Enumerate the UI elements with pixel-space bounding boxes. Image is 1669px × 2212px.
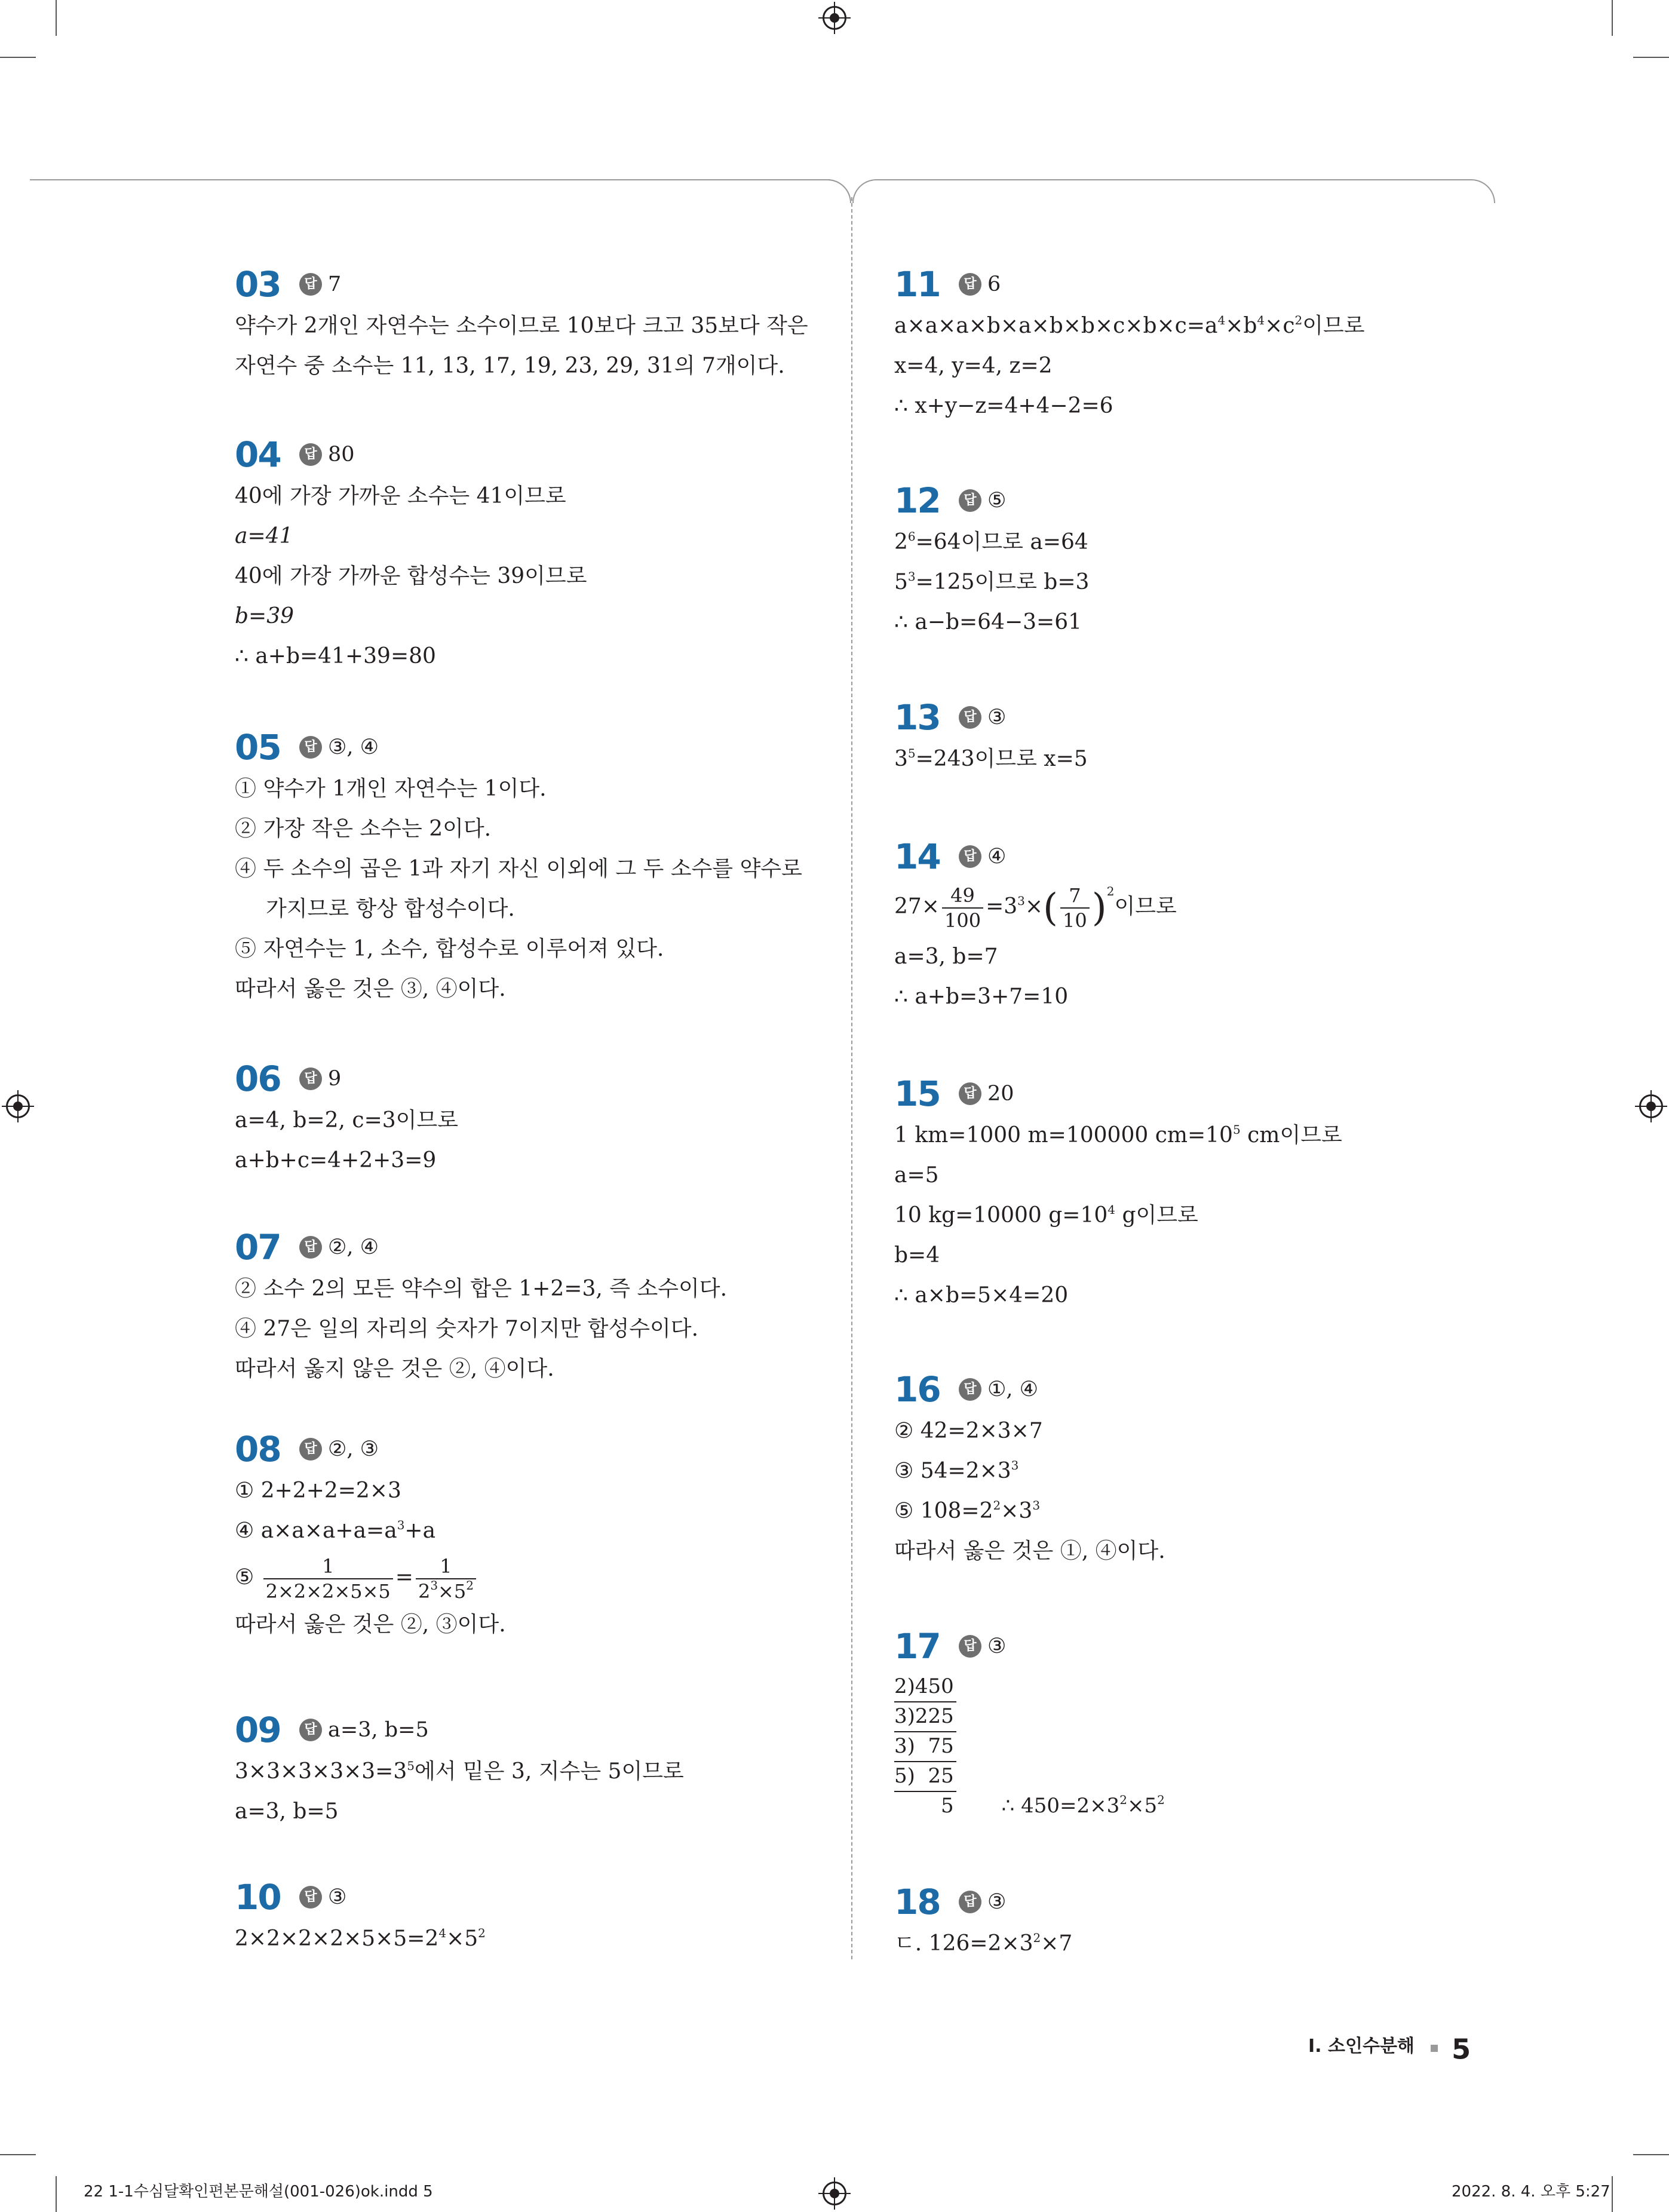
solution-line: ⑤ 자연수는 1, 소수, 합성수로 이루어져 있다. <box>235 937 664 961</box>
solution-line: ② 42=2×3×7 <box>894 1419 1043 1443</box>
problem-number: 10 <box>235 1877 281 1918</box>
solution-line: 따라서 옳은 것은 ①, ④이다. <box>894 1539 1165 1563</box>
problem-number: 14 <box>894 836 940 877</box>
solution-line: ∴ a−b=64−3=61 <box>894 610 1082 634</box>
frame-curve-left <box>827 179 851 203</box>
solution-line: ⑤ $108=2^2\times 3^3$ <box>894 1498 1041 1523</box>
answer-badge-icon: 답 <box>959 706 981 729</box>
solution-line: ㄷ. $126=2\times 3^2\times 7$ <box>894 1931 1073 1956</box>
solution-line: $3\times 3\times 3\times 3\times 3=3^5$에서 밑은 3, 지수는 5이므로 <box>235 1759 684 1784</box>
solution-line: ② 가장 작은 소수는 2이다. <box>235 817 492 841</box>
solution-line: 약수가 2개인 자연수는 소수이므로 10보다 크고 35보다 작은 <box>235 314 808 338</box>
problem-number: 08 <box>235 1429 281 1469</box>
solution-line: 27× $\frac{49}{100}$ $=3^3\times$( $\frac{7}{10}$ )$^2$이므로 <box>894 884 1177 932</box>
file-slug: 22 1-1수심달확인편본문해설(001-026)ok.indd 5 <box>84 2183 433 2201</box>
answer-badge-icon: 답 <box>959 845 981 868</box>
solution-line: x=4, y=4, z=2 <box>894 354 1053 378</box>
solution-line: ∴ x+y−z=4+4−2=6 <box>894 394 1113 418</box>
registration-mark-icon <box>823 6 846 30</box>
solution-line: ① 약수가 1개인 자연수는 1이다. <box>235 777 547 801</box>
answer: ③ <box>987 1890 1007 1914</box>
answer-badge-icon: 답 <box>959 1891 981 1913</box>
answer: ③ <box>987 1634 1007 1658</box>
frame-curve-end <box>1471 179 1495 203</box>
solution-line: $a\times a\times a\times b\times a\times b\times b\times c\times b\times c=a^4\times b^4\times c^2$이므로 <box>894 313 1365 338</box>
answer: 9 <box>328 1067 342 1091</box>
solution-line: b=39 <box>235 604 294 628</box>
problem-number: 18 <box>894 1882 940 1922</box>
solution-10 <box>235 1876 486 1959</box>
answer: ④ <box>987 845 1007 869</box>
answer: ⑤ <box>987 489 1007 513</box>
solution-line: a=4, b=2, c=3이므로 <box>235 1108 458 1133</box>
answer: a=3, b=5 <box>328 1718 429 1742</box>
frame-top-left <box>30 179 830 180</box>
solution-line: 1 km=1000 m=100000 $cm=10^5$ cm이므로 <box>894 1122 1342 1148</box>
solution-line: 40에 가장 가까운 소수는 41이므로 <box>235 484 566 508</box>
registration-mark-icon <box>6 1094 30 1118</box>
frame-top-right <box>875 179 1472 180</box>
answer: ②, ④ <box>328 1235 379 1259</box>
solution-line: ④ 27은 일의 자리의 숫자가 7이지만 합성수이다. <box>235 1317 699 1341</box>
crop-mark <box>1633 57 1669 58</box>
solution-13 <box>894 696 1088 779</box>
answer-badge-icon: 답 <box>299 1236 322 1259</box>
solution-line: 10 kg=10000 $g=10^4$ g이므로 <box>894 1202 1198 1228</box>
problem-number: 17 <box>894 1626 940 1667</box>
fraction: $\frac{1}{2\times 2\times 2\times 5\times 5}$ <box>263 1554 393 1603</box>
solution-line: ∴ a+b=41+39=80 <box>235 644 436 668</box>
solution-05 <box>235 726 802 1009</box>
answer: ③, ④ <box>328 735 379 759</box>
running-footer <box>1308 2031 1471 2066</box>
fraction: $\frac{7}{10}$ <box>1060 883 1090 932</box>
crop-mark <box>1612 0 1613 36</box>
problem-number: 12 <box>894 480 940 521</box>
solution-line: 따라서 옳은 것은 ③, ④이다. <box>235 977 506 1001</box>
solution-line: $3^5=243$이므로 x=5 <box>894 746 1088 771</box>
solution-15 <box>894 1072 1342 1315</box>
answer: ①, ④ <box>987 1377 1039 1401</box>
answer-badge-icon: 답 <box>299 273 322 296</box>
answer-badge-icon: 답 <box>299 736 322 759</box>
solution-line: $2\times 2\times 2\times 2\times 5\times 5=2^4\times 5^2$ <box>235 1926 486 1951</box>
solution-08 <box>235 1428 506 1645</box>
solution-14 <box>894 835 1177 1017</box>
problem-number: 03 <box>235 264 281 305</box>
column-divider <box>851 197 852 1959</box>
answer-badge-icon: 답 <box>299 1719 322 1741</box>
solution-line: ① 2+2+2=2×3 <box>235 1478 401 1503</box>
answer: 20 <box>987 1082 1014 1106</box>
answer-badge-icon: 답 <box>959 1082 981 1105</box>
solution-line: ∴ a+b=3+7=10 <box>894 984 1069 1009</box>
solution-line: b=4 <box>894 1243 940 1268</box>
problem-number: 06 <box>235 1059 281 1099</box>
solution-line: ⑤ $\frac{1}{2\times 2\times 2\times 5\times 5}$ = $\frac{1}{2^3\times 5^2}$ <box>235 1551 506 1604</box>
print-date: 2022. 8. 4. 오후 5:27 <box>1452 2183 1610 2201</box>
solution-line: ④ $a\times a\times a+a=a^3+a$ <box>235 1518 436 1543</box>
solution-18 <box>894 1880 1072 1964</box>
solution-line: 가지므로 항상 합성수이다. <box>266 897 515 921</box>
solution-line: $5^3=125$이므로 b=3 <box>894 569 1090 594</box>
answer-badge-icon: 답 <box>299 1067 322 1090</box>
registration-mark-icon <box>1639 1094 1663 1118</box>
answer: 6 <box>987 272 1001 296</box>
solution-04 <box>235 433 587 676</box>
solution-12 <box>894 479 1089 642</box>
solution-line: ③ $54=2\times 3^3$ <box>894 1458 1019 1483</box>
crop-mark <box>1633 2154 1669 2155</box>
answer-badge-icon: 답 <box>299 443 322 466</box>
answer: 7 <box>328 272 342 296</box>
solution-11 <box>894 263 1365 426</box>
answer-badge-icon: 답 <box>959 273 981 296</box>
solution-line: $2^6=64$이므로 a=64 <box>894 529 1088 554</box>
problem-number: 16 <box>894 1369 940 1410</box>
answer-badge-icon: 답 <box>299 1438 322 1461</box>
problem-number: 04 <box>235 434 281 475</box>
solution-line: a=3, b=5 <box>235 1799 339 1824</box>
solution-06 <box>235 1057 458 1180</box>
answer: ③ <box>987 705 1007 729</box>
solution-line: ④ 두 소수의 곱은 1과 자기 자신 이외에 그 두 소수를 약수로 <box>235 857 802 881</box>
solution-line: a=3, b=7 <box>894 944 998 969</box>
crop-mark <box>56 0 57 36</box>
answer-badge-icon: 답 <box>959 489 981 512</box>
solution-line: 따라서 옳지 않은 것은 ②, ④이다. <box>235 1357 554 1381</box>
answer-badge-icon: 답 <box>959 1378 981 1401</box>
footer-square-icon <box>1431 2045 1438 2052</box>
crop-mark <box>56 2176 57 2212</box>
answer-badge-icon: 답 <box>299 1886 322 1909</box>
left-column-frame <box>30 179 851 215</box>
problem-number: 07 <box>235 1227 281 1268</box>
solution-line: ② 소수 2의 모든 약수의 합은 1+2=3, 즉 소수이다. <box>235 1277 728 1301</box>
section-title: I. 소인수분해 <box>1308 2036 1415 2057</box>
solution-line: 자연수 중 소수는 11, 13, 17, 19, 23, 29, 31의 7개이다. <box>235 354 785 378</box>
solution-line: a+b+c=4+2+3=9 <box>235 1148 437 1173</box>
solution-17 <box>894 1625 1165 1821</box>
solution-16 <box>894 1368 1165 1571</box>
fraction: $\frac{1}{2^3\times 5^2}$ <box>416 1554 476 1603</box>
solution-line: ∴ a×b=5×4=20 <box>894 1283 1069 1308</box>
solution-03 <box>235 263 808 386</box>
solution-line: 따라서 옳은 것은 ②, ③이다. <box>235 1612 506 1637</box>
problem-number: 11 <box>894 264 940 305</box>
frame-curve-right <box>852 179 876 203</box>
problem-number: 15 <box>894 1073 940 1114</box>
crop-mark <box>0 57 36 58</box>
solution-line: a=41 <box>235 524 293 548</box>
page-number: 5 <box>1452 2033 1471 2066</box>
problem-number: 09 <box>235 1710 281 1750</box>
answer: ③ <box>328 1885 347 1909</box>
answer: 80 <box>328 443 355 467</box>
solution-07 <box>235 1226 727 1389</box>
solution-09 <box>235 1708 684 1831</box>
solution-line: a=5 <box>894 1163 939 1188</box>
answer: ②, ③ <box>328 1437 379 1461</box>
answer-badge-icon: 답 <box>959 1635 981 1658</box>
problem-number: 13 <box>894 697 940 738</box>
prime-factorization-ladder: 2)450 3)225 3) 75 5) 25 5 ∴ $450=2\times 3^2\times 5^2$ <box>894 1671 1165 1821</box>
registration-mark-icon <box>823 2182 846 2205</box>
problem-number: 05 <box>235 727 281 768</box>
solution-line: 40에 가장 가까운 합성수는 39이므로 <box>235 564 587 588</box>
crop-mark <box>1612 2176 1613 2212</box>
crop-mark <box>0 2154 36 2155</box>
fraction: $\frac{49}{100}$ <box>942 883 983 932</box>
